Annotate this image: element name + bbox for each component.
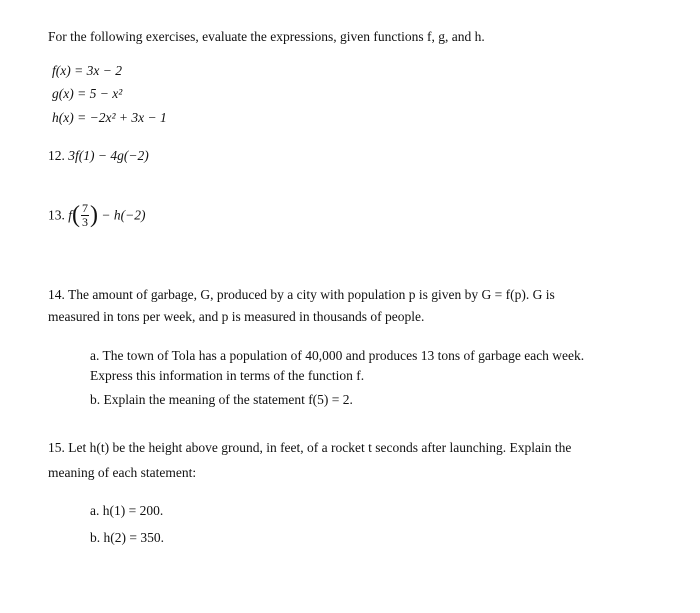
function-g: g(x) = 5 − x² [52, 86, 123, 101]
exercise-14-line1: 14. The amount of garbage, G, produced by a city with population p is given by G = f(p). G is [48, 287, 555, 302]
exercise-14a-line2: Express this information in terms of the function f. [90, 368, 365, 383]
intro-text: For the following exercises, evaluate the expressions, given functions f, g, and h. [48, 29, 485, 44]
fraction-numerator: 7 [82, 201, 89, 215]
open-paren: ( [72, 202, 81, 228]
exercise-15a: a. h(1) = 200. [90, 503, 164, 518]
exercise-13-function: f [68, 207, 73, 223]
fraction [81, 202, 89, 229]
exercise-12-label: 12. [48, 148, 65, 163]
exercise-12-expression: 3f(1) − 4g(−2) [68, 148, 149, 163]
exercise-14a-line1: a. The town of Tola has a population of 40,000 and produces 13 tons of garbage each week. [90, 348, 585, 363]
exercise-13 [48, 202, 145, 229]
close-paren: ) [90, 202, 99, 228]
function-h: h(x) = −2x² + 3x − 1 [52, 110, 167, 125]
exercise-14-line2: measured in tons per week, and p is measured in thousands of people. [48, 309, 425, 324]
fraction-denominator: 3 [82, 215, 89, 229]
exercise-13-rest: − h(−2) [101, 207, 146, 223]
exercise-15-line2: meaning of each statement: [48, 465, 197, 480]
exercise-12 [48, 148, 149, 164]
function-f: f(x) = 3x − 2 [52, 63, 122, 78]
exercise-15-line1: 15. Let h(t) be the height above ground, in feet, of a rocket t seconds after launching. Explain the [48, 440, 572, 455]
exercise-13-label: 13. [48, 207, 65, 223]
exercise-15b: b. h(2) = 350. [90, 530, 164, 545]
exercise-14b: b. Explain the meaning of the statement f(5) = 2. [90, 392, 353, 407]
